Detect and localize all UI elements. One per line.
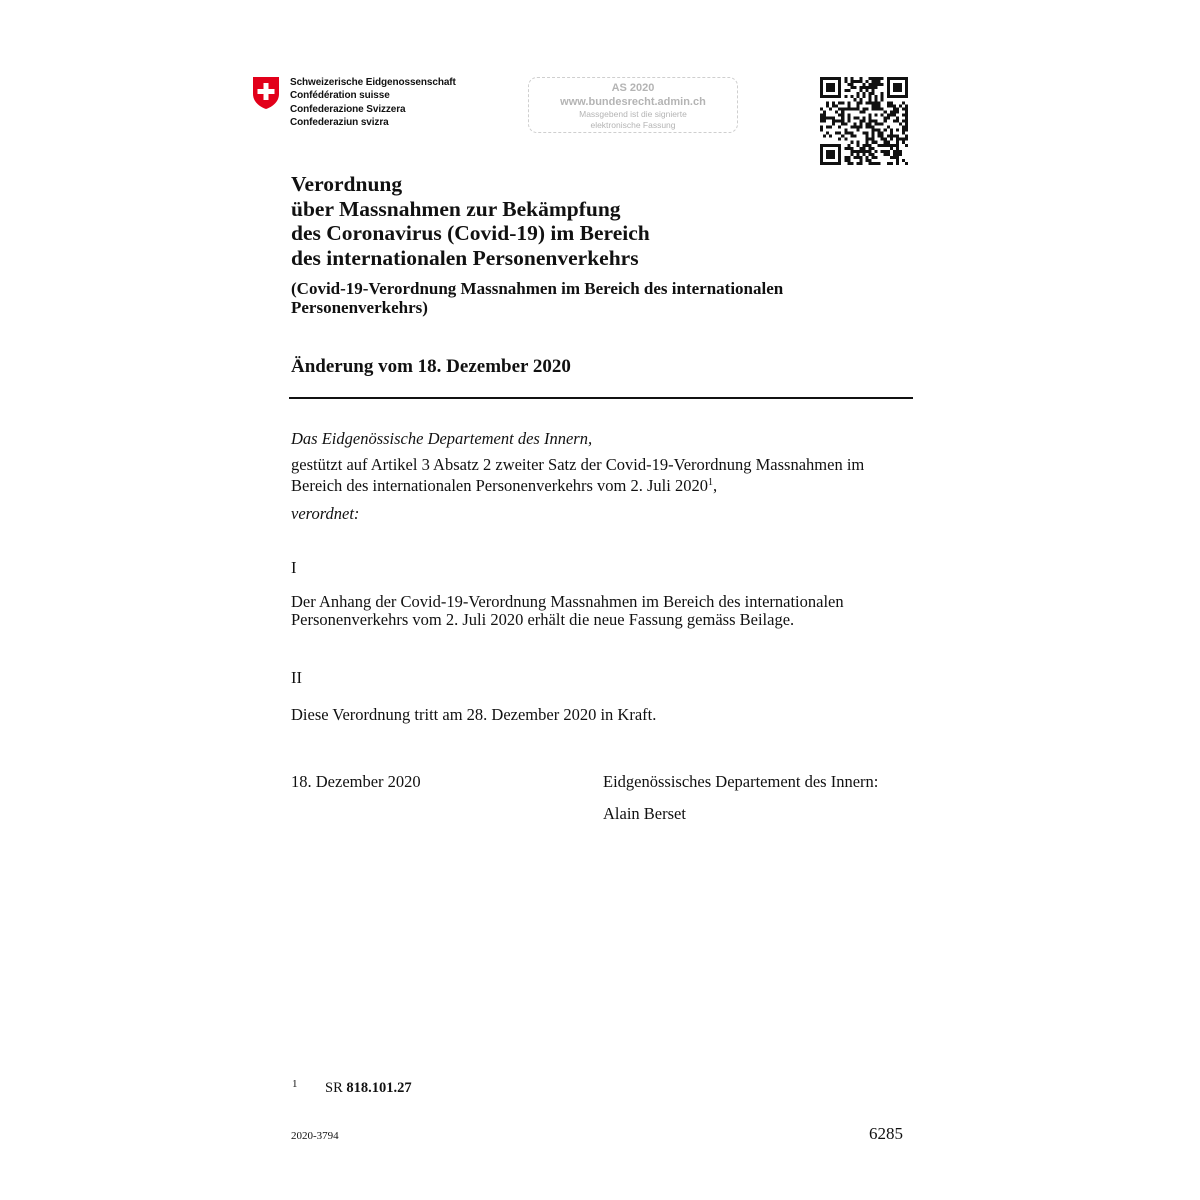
- section-text: Der Anhang der Covid-19-Verordnung Massnahmen im Bereich des internationalen Personenverkehrs vom 2. Juli 2020 erhält die neue Fassung gemäss Beilage.: [291, 592, 844, 629]
- stamp-note-1: Massgebend ist die signierte: [579, 109, 687, 119]
- document-id: 2020-3794: [291, 1130, 339, 1142]
- footnote-prefix: SR: [325, 1080, 343, 1096]
- short-title: (Covid-19-Verordnung Massnahmen im Bereich des internationalen Personenverkehrs): [291, 279, 784, 317]
- signer-name: Alain Berset: [603, 804, 686, 823]
- stamp-note-2: elektronische Fassung: [590, 120, 676, 130]
- legal-basis-text: gestützt auf Artikel 3 Absatz 2 zweiter Satz der Covid-19-Verordnung Massnahmen im Bereich des internationalen Personenverkehrs vom 2. Juli 2020: [291, 455, 865, 495]
- signature-date: 18. Dezember 2020: [291, 772, 421, 791]
- swiss-cross-shield-icon: [252, 76, 280, 110]
- section-number: I: [291, 558, 297, 577]
- confederation-name-de: Schweizerische Eidgenossenschaft: [290, 77, 456, 88]
- issuing-authority: Das Eidgenössische Departement des Innern,: [291, 429, 593, 448]
- federal-logo: [252, 76, 456, 130]
- title-line: des internationalen Personenverkehrs: [291, 245, 639, 270]
- stamp-url: www.bundesrecht.admin.ch: [560, 96, 706, 108]
- legal-basis-end: ,: [712, 475, 718, 495]
- title-line: über Massnahmen zur Bekämpfung: [291, 196, 621, 221]
- official-compilation-stamp: [528, 77, 738, 133]
- section-number: II: [291, 668, 302, 687]
- confederation-name-rm: Confederaziun svizra: [290, 117, 389, 129]
- title-line: Verordnung: [291, 172, 403, 196]
- qr-code-icon: [820, 77, 908, 165]
- page-number: 6285: [869, 1124, 903, 1143]
- title-divider: [289, 397, 913, 399]
- amendment-date: Änderung vom 18. Dezember 2020: [291, 356, 571, 377]
- signing-department: Eidgenössisches Departement des Innern:: [603, 772, 879, 791]
- stamp-collection: AS 2020: [611, 82, 655, 94]
- legal-basis: [291, 456, 916, 494]
- footnote-number: 1: [292, 1078, 298, 1090]
- confederation-names: [290, 76, 456, 130]
- enacting-clause: verordnet:: [291, 504, 360, 523]
- footnote-ref[interactable]: 1: [707, 476, 713, 488]
- confederation-name-it: Confederazione Svizzera: [290, 103, 406, 115]
- title-line: des Coronavirus (Covid-19) im Bereich: [291, 221, 650, 245]
- ordinance-title: [291, 172, 650, 270]
- section-text: Diese Verordnung tritt am 28. Dezember 2020 in Kraft.: [291, 705, 657, 724]
- footnote-text: [325, 1080, 412, 1097]
- confederation-name-fr: Confédération suisse: [290, 90, 390, 102]
- footnote-reference[interactable]: 818.101.27: [346, 1080, 412, 1096]
